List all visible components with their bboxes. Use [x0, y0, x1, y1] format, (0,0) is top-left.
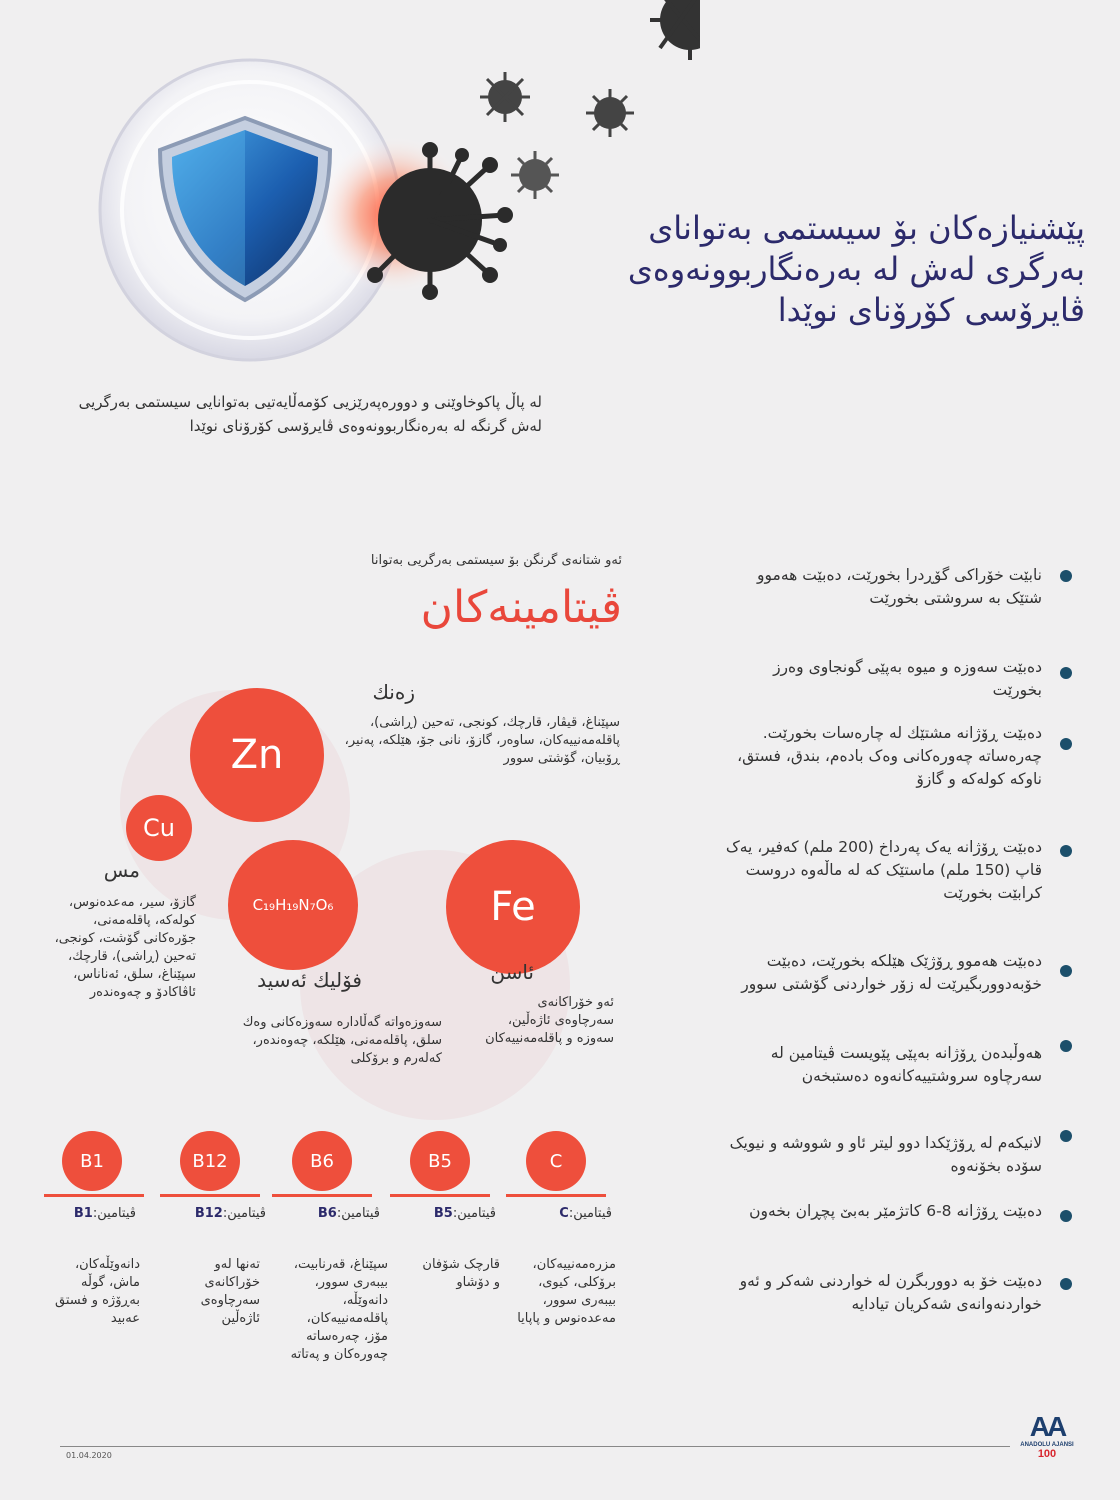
vitamin-c-foods: مزرەمەنییەکان، برۆکلی، کیوی، بیبەری سوور، مەعدەنوس و پاپایا — [517, 1257, 616, 1326]
vitamin-b6-badge: B6 — [292, 1131, 352, 1191]
intro-text: لە پاڵ پاکوخاوێنی و دوورەپەرێزیی کۆمەڵایەتیی بەتوانایی سیستمی بەرگریی لەش گرنگە لە بەرەنگاربوونەوەی ڤایرۆسی کۆرۆنای نوێدا — [78, 393, 542, 435]
bullet-icon — [1060, 1210, 1072, 1222]
virus-icon — [586, 89, 634, 137]
vitamin-b1-label: ڤیتامین:B1 — [73, 1206, 136, 1221]
vitamin-c-badge: C — [526, 1131, 586, 1191]
vitamin-b5-label: ڤیتامین:B5 — [433, 1206, 496, 1221]
vitamin-c-label: ڤیتامین:C — [559, 1206, 612, 1221]
tip-item: هەوڵبدەن ڕۆژانە بەپێی پێویست ڤیتامین لە سەرچاوە سروشتییەکانەوە دەستبخەن — [770, 1044, 1042, 1085]
virus-icon — [650, 0, 700, 60]
bullet-icon — [1060, 1130, 1072, 1142]
iron-name: ئاسن — [490, 960, 534, 984]
bullet-icon — [1060, 845, 1072, 857]
agency-name: ANADOLU AJANSI — [1020, 1442, 1074, 1448]
divider — [390, 1194, 490, 1197]
bullet-icon — [1060, 1278, 1072, 1290]
tip-item: دەبێت ڕۆژانە یەک پەرداخ (200 ملم) کەفیر، یەک قاپ (150 ملم) ماستێک کە لە ماڵەوە دروست کرابێت بخورێت — [725, 838, 1042, 902]
tip-item: لانیکەم لە ڕۆژێکدا دوو لیتر ئاو و شووشە و نیویک سۆدە بخۆنەوە — [729, 1134, 1042, 1175]
page-title: پێشنیازەکان بۆ سیستمی بەتوانای بەرگری لەش لە بەرەنگاربوونەوەی ڤایرۆسی کۆرۆنای نوێدا — [627, 209, 1085, 329]
iron-foods: ئەو خۆراکانەی سەرچاوەی ئاژەڵین، سەوزە و پاقلەمەنییەکان — [485, 995, 614, 1046]
vitamins-subtitle: ئەو شتانەی گرنگن بۆ سیستمی بەرگریی بەتوانا — [370, 553, 622, 568]
zinc-foods: سپێناغ، قیڤار، قارچك، کونجی، تەحین (ڕاشی)، پاقلەمەنییەکان، ساوەر، گازۆ، نانی جۆ، هێلکە، پەنیر، ڕۆبیان، گۆشتی سوور — [344, 715, 620, 766]
copper-badge: Cu — [126, 795, 192, 861]
virus-icon — [480, 72, 530, 122]
date-label: 01.04.2020 — [66, 1451, 112, 1460]
footer-divider — [60, 1446, 1010, 1447]
divider — [160, 1194, 260, 1197]
divider — [272, 1194, 372, 1197]
copper-name: مس — [103, 858, 140, 882]
copper-foods: گازۆ، سیر، مەعدەنوس، کولەکە، پاقلەمەنی، جۆرەکانی گۆشت، کونجی، تەحین (ڕاشی)، قارچك، سپێناغ، سلق، ئەناناس، ئاڤاکادۆ و چەوەندەر — [54, 895, 196, 1000]
iron-badge: Fe — [446, 840, 580, 974]
bullet-icon — [1060, 1040, 1072, 1052]
agency-logo — [1012, 1412, 1082, 1474]
tip-item: دەبێت ڕۆژانە مشتێك لە چارەسات بخورێت. چەرەساتە چەورەکانی وەک بادەم، بندق، فستق، ناوکە کولەکە و گازۆ — [737, 724, 1042, 788]
folic-acid-name: فۆلیك ئەسید — [257, 968, 362, 992]
bullet-icon — [1060, 667, 1072, 679]
folic-acid-badge: C₁₉H₁₉N₇O₆ — [228, 840, 358, 970]
divider — [44, 1194, 144, 1197]
vitamin-b1-foods: دانەوێڵەکان، ماش، گوڵە بەڕۆژە و فستق عەبید — [54, 1257, 140, 1326]
vitamin-b1-badge: B1 — [62, 1131, 122, 1191]
tip-item: دەبێت سەوزە و میوە بەپێی گونجاوی وەرز بخورێت — [773, 658, 1042, 699]
vitamin-b12-label: ڤیتامین:B12 — [194, 1206, 266, 1221]
tip-item: دەبێت ڕۆژانە 8-6 کاتژمێر بەبێ پچڕان بخەون — [749, 1202, 1042, 1220]
divider — [506, 1194, 606, 1197]
bullet-icon — [1060, 738, 1072, 750]
virus-icon — [511, 151, 559, 199]
anniversary-mark: 100 — [1037, 1448, 1057, 1460]
logo-mark: AA — [1029, 1411, 1065, 1442]
vitamin-b6-foods: سپێناغ، قەرنابیت، بیبەری سوور، دانەوێڵە، پاقلەمەنییەکان، مۆز، چەرەساتە چەورەکان و پەتاتە — [290, 1257, 388, 1362]
folic-acid-foods: سەوزەواتە گەڵادارە سەوزەکانی وەك سلق، پاقلەمەنی، هێلکە، چەوەندەر، کەلەرم و برۆکلی — [242, 1015, 442, 1066]
vitamin-b6-label: ڤیتامین:B6 — [317, 1206, 380, 1221]
bullet-icon — [1060, 965, 1072, 977]
zinc-badge: Zn — [190, 688, 324, 822]
vitamin-b12-foods: تەنها لەو خۆراکانەی سەرچاوەی ئاژەڵین — [200, 1257, 260, 1326]
vitamin-b12-badge: B12 — [180, 1131, 240, 1191]
vitamin-b5-badge: B5 — [410, 1131, 470, 1191]
bullet-icon — [1060, 570, 1072, 582]
zinc-name: زەنك — [372, 680, 415, 704]
vitamins-title: ڤیتامینەکان — [420, 582, 622, 633]
tip-item: دەبێت خۆ بە دووربگرن لە خواردنی شەکر و ئەو خواردنەوانەی شەکریان تیادایە — [739, 1272, 1042, 1313]
tip-item: دەبێت هەموو ڕۆژێک هێلکە بخورێت، دەبێت خۆبەدووربگیرێت لە زۆر خواردنی گۆشتی سوور — [741, 952, 1042, 993]
vitamin-b5-foods: قارچک شۆفان و دۆشاو — [422, 1257, 500, 1290]
tip-item: نابێت خۆراکی گۆڕدرا بخورێت، دەبێت هەموو شتێک بە سروشتی بخورێت — [757, 566, 1042, 607]
